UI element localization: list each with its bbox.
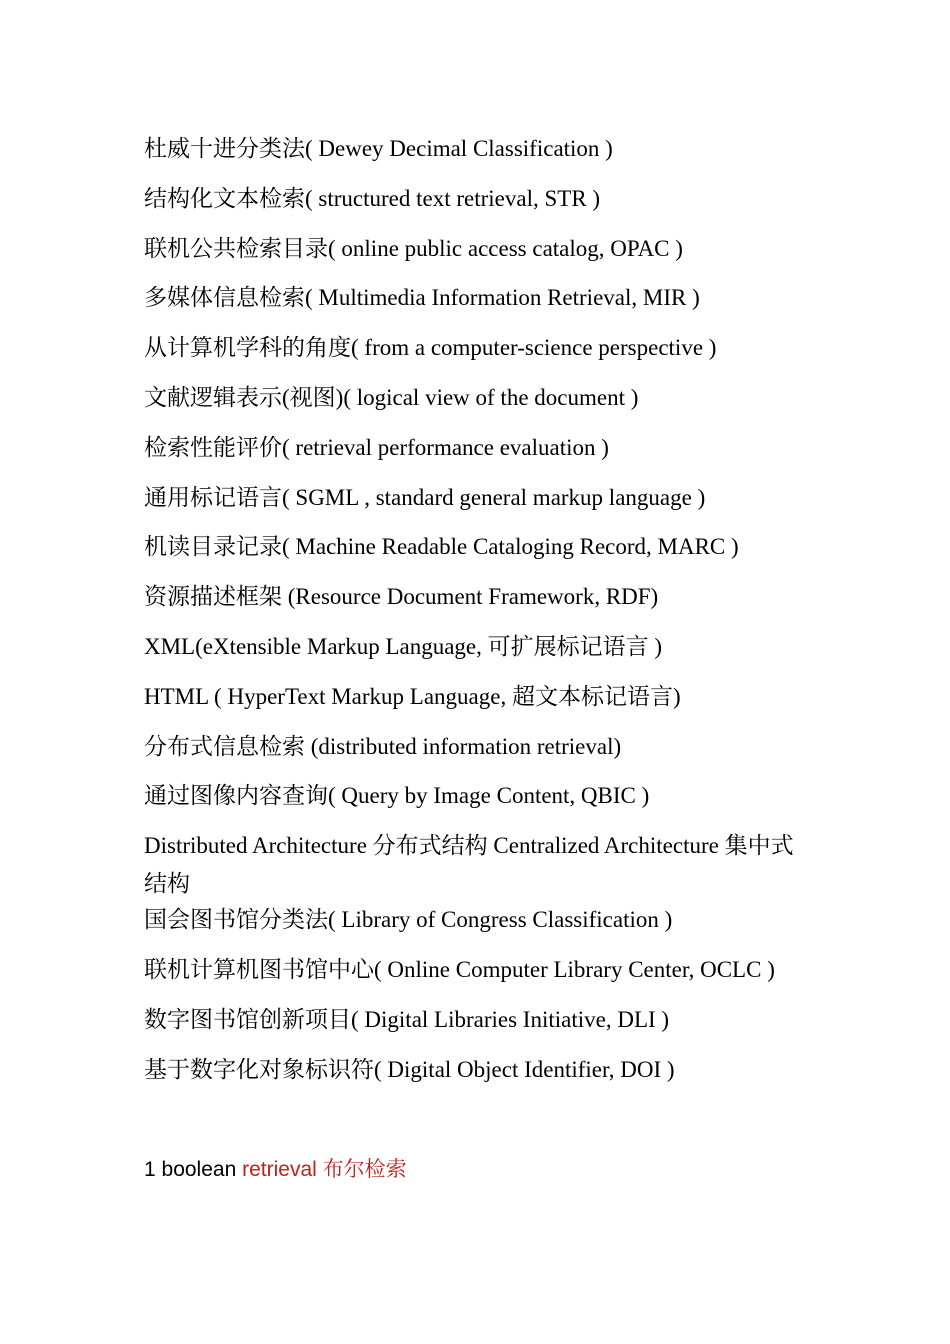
term-line: HTML ( HyperText Markup Language, 超文本标记语言): [144, 683, 681, 709]
term-line: 通用标记语言( SGML , standard general markup language ): [144, 484, 706, 510]
term-line: 基于数字化对象标识符( Digital Object Identifier, DOI ): [144, 1056, 675, 1082]
term-line: 资源描述框架 (Resource Document Framework, RDF): [144, 584, 659, 610]
section-heading: [144, 1152, 407, 1188]
term-line: XML(eXtensible Markup Language, 可扩展标记语言 ): [144, 633, 663, 659]
term-line: 杜威十进分类法( Dewey Decimal Classification ): [144, 136, 613, 161]
section-heading-number: 1 boolean: [144, 1158, 237, 1181]
term-line: 联机计算机图书馆中心( Online Computer Library Center, OCLC ): [144, 956, 775, 982]
term-list: [144, 130, 814, 1100]
term-line: 通过图像内容查询( Query by Image Content, QBIC ): [144, 783, 650, 809]
term-line: 结构化文本检索( structured text retrieval, STR ): [144, 185, 601, 211]
term-line: 联机公共检索目录( online public access catalog, OPAC ): [144, 235, 683, 261]
term-line-wrapped: Distributed Architecture 分布式结构 Centralized Architecture 集中式结构: [144, 833, 794, 897]
term-line: 国会图书馆分类法( Library of Congress Classification ): [144, 907, 673, 933]
term-line: 检索性能评价( retrieval performance evaluation ): [144, 434, 609, 460]
term-line: 分布式信息检索 (distributed information retrieval): [144, 733, 622, 759]
term-line: 从计算机学科的角度( from a computer-science perspective ): [144, 335, 717, 361]
term-line: 机读目录记录( Machine Readable Cataloging Record, MARC ): [144, 534, 739, 560]
section-heading-highlight-en: retrieval: [242, 1158, 317, 1181]
term-line: 文献逻辑表示(视图)( logical view of the document ): [144, 384, 639, 410]
term-line: 数字图书馆创新项目( Digital Libraries Initiative, DLI ): [144, 1006, 670, 1032]
section-heading-highlight-zh: 布尔检索: [322, 1158, 407, 1181]
term-line: 多媒体信息检索( Multimedia Information Retrieval, MIR ): [144, 285, 700, 311]
